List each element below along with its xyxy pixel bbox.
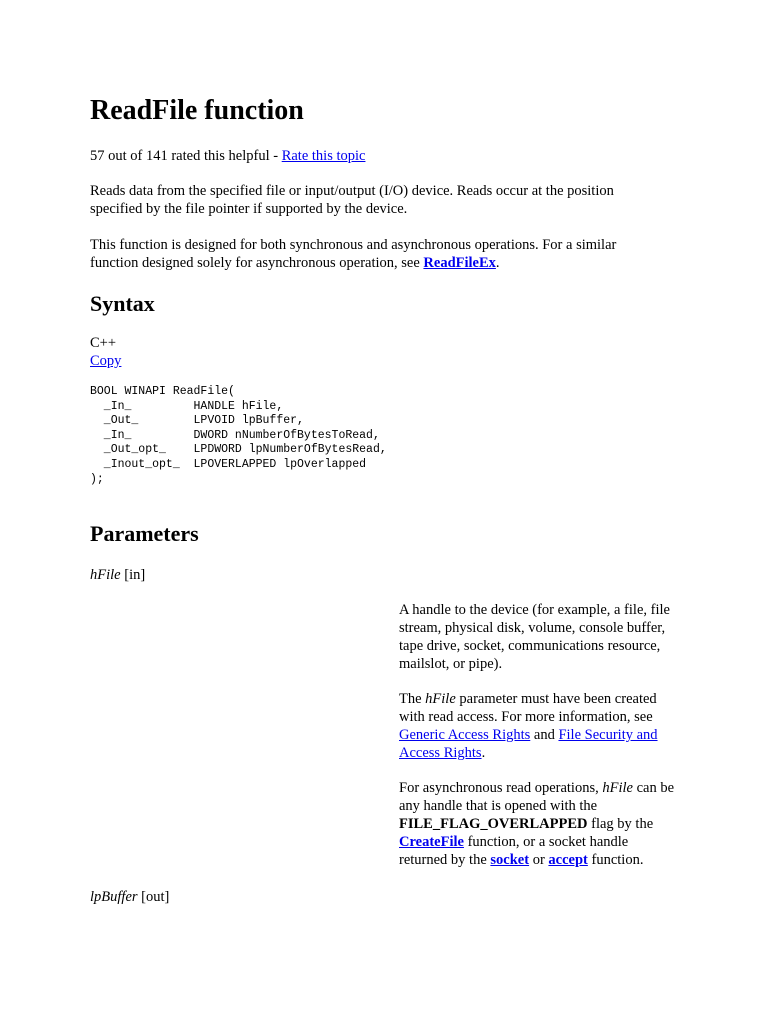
- readfileex-link[interactable]: ReadFileEx: [423, 255, 496, 271]
- syntax-code-block: BOOL WINAPI ReadFile( _In_ HANDLE hFile, _Out_ LPVOID lpBuffer, _In_ DWORD nNumberOfBytesToRead, _Out_opt_ LPDWORD lpNumberOfBytesRead, _Inout_opt_ LPOVERLAPPED lpOverlapped );: [90, 385, 387, 486]
- intro-p2-end: .: [495, 255, 500, 271]
- hfile-d2-text-b: parameter must have been created with read access. For more information, see: [399, 691, 657, 725]
- intro-paragraph-2: [90, 236, 650, 272]
- intro-paragraph-1: Reads data from the specified file or input/output (I/O) device. Reads occur at the position specified by the file pointer if supported by the device.: [90, 183, 614, 217]
- hfile-d3-text-c: flag by the: [587, 816, 654, 832]
- code-language-label: C++: [90, 335, 117, 351]
- socket-link[interactable]: socket: [490, 852, 530, 868]
- file-flag-overlapped: FILE_FLAG_OVERLAPPED: [399, 816, 588, 832]
- createfile-link[interactable]: CreateFile: [399, 834, 464, 850]
- accept-link[interactable]: accept: [548, 852, 588, 868]
- hfile-d3-text-f: function.: [587, 852, 644, 868]
- param-lpbuffer-direction: [out]: [137, 889, 170, 905]
- intro-p2-text: This function is designed for both synchronous and asynchronous operations. For a similar function designed solely for asynchronous operation, see: [90, 237, 617, 271]
- rating-line: [90, 147, 365, 165]
- hfile-d2-text-d: .: [481, 745, 486, 761]
- hfile-d3-text-b: can be any handle that is opened with the: [399, 780, 675, 814]
- hfile-d3-text-d: function, or a socket handle returned by the: [399, 834, 629, 868]
- hfile-desc-paragraph-3: [399, 779, 675, 869]
- hfile-desc-paragraph-1: A handle to the device (for example, a file, file stream, physical disk, volume, console buffer, tape drive, socket, communications resource, mailslot, or pipe).: [399, 602, 670, 672]
- hfile-d2-text-a: The: [399, 691, 426, 707]
- rate-this-topic-link[interactable]: Rate this topic: [281, 148, 366, 164]
- hfile-d2-param-name: hFile: [425, 691, 456, 707]
- hfile-d2-text-c: and: [530, 727, 559, 743]
- generic-access-rights-link[interactable]: Generic Access Rights: [399, 727, 531, 743]
- param-lpbuffer-term: [90, 888, 169, 906]
- page-title: ReadFile function: [90, 95, 304, 126]
- param-hfile-name: hFile: [90, 567, 121, 583]
- hfile-d3-text-e: or: [529, 852, 549, 868]
- parameters-heading: Parameters: [90, 521, 199, 546]
- param-lpbuffer-name: lpBuffer: [90, 889, 138, 905]
- copy-code-link[interactable]: Copy: [90, 353, 122, 369]
- param-hfile-term: [90, 566, 145, 584]
- hfile-desc-paragraph-2: [399, 690, 675, 762]
- syntax-heading: Syntax: [90, 291, 155, 316]
- param-hfile-direction: [in]: [120, 567, 146, 583]
- file-security-access-rights-link[interactable]: File Security and Access Rights: [399, 727, 658, 761]
- rating-text: 57 out of 141 rated this helpful -: [90, 148, 282, 164]
- param-hfile-description: [399, 601, 675, 886]
- hfile-d3-param-name: hFile: [602, 780, 633, 796]
- hfile-d3-text-a: For asynchronous read operations,: [399, 780, 603, 796]
